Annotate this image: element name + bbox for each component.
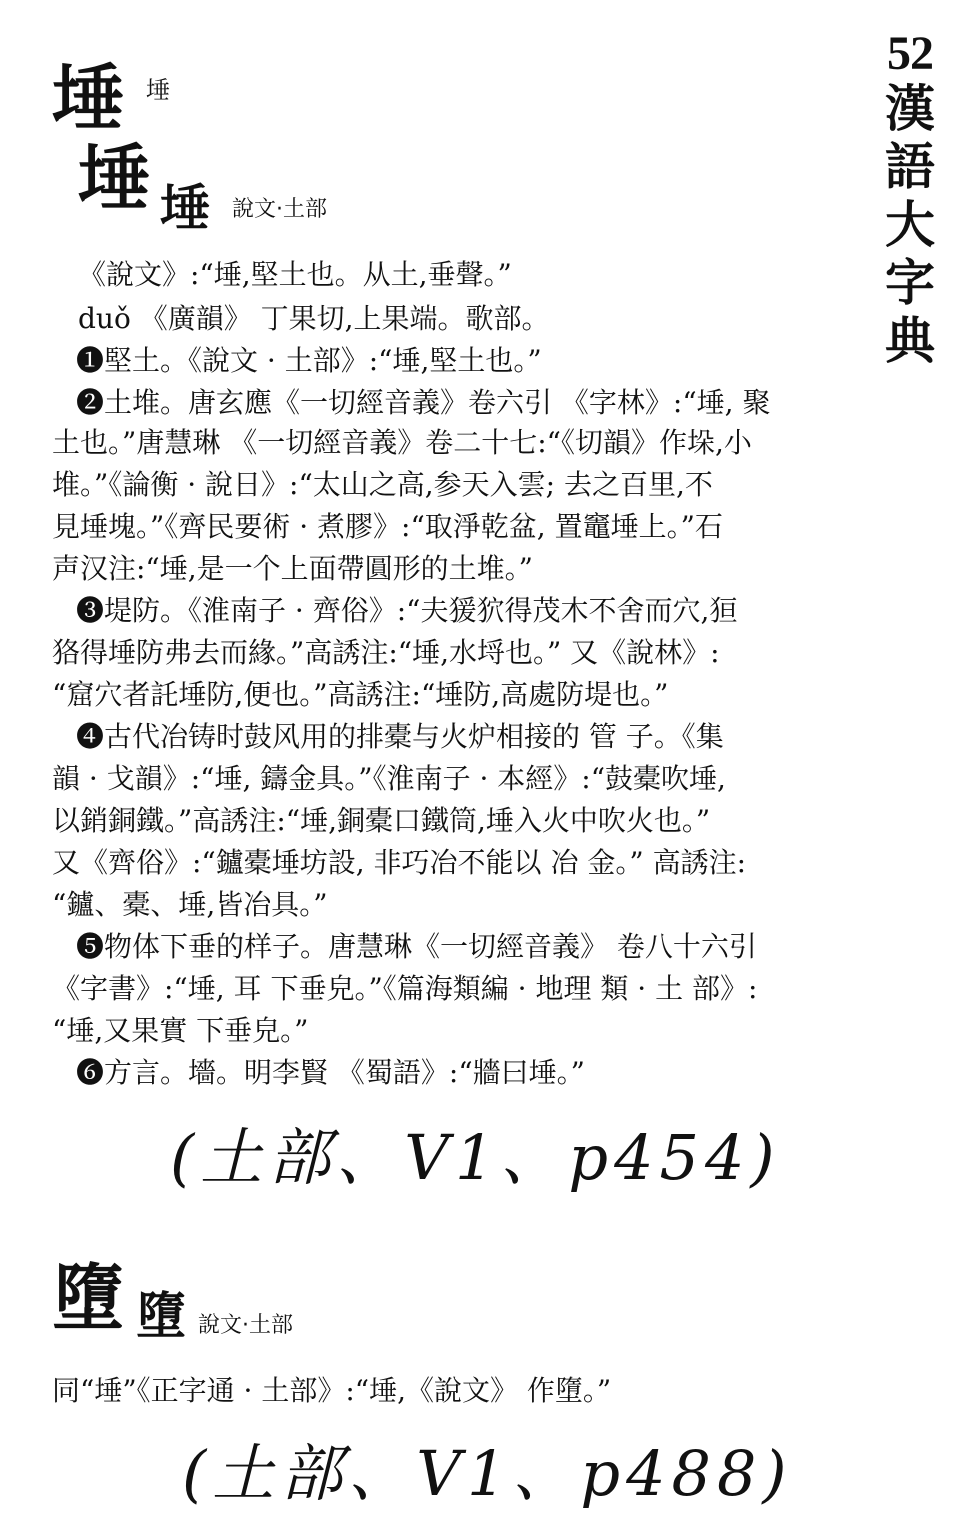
headword-entry2: 墮 xyxy=(52,1255,125,1340)
text-line: ❶堅土。《說文 · 土部》:“埵,堅土也。” xyxy=(76,344,542,377)
seal-script-glyph: 埵 xyxy=(160,178,210,237)
text-line: “埵,又果實 下垂皃。” xyxy=(52,1014,309,1047)
title-char: 語 xyxy=(885,137,935,196)
book-title-sidebar xyxy=(880,28,940,370)
text-line: 《說文》:“埵,堅土也。从土,垂聲。” xyxy=(78,258,512,291)
headword-small-form: 埵 xyxy=(146,76,170,104)
text-line: 声汉注:“埵,是一个上面帶圓形的土堆。” xyxy=(52,552,533,585)
headword-variant: 埵 xyxy=(52,55,125,140)
text-line: 土也。”唐慧琳 《一切經音義》卷二十七:“《切韻》作垛,小 xyxy=(52,426,752,459)
text-line: ❹古代冶铸时鼓风用的排橐与火炉相接的 管 子。《集 xyxy=(76,720,724,753)
seal-source-label: 說文·土部 xyxy=(232,197,327,222)
seal-source-label: 說文·土部 xyxy=(198,1313,293,1338)
handwritten-note: (土部、V1、p488) xyxy=(182,1437,793,1510)
text-line: 又《齊俗》:“鑪橐埵坊設, 非巧冶不能以 冶 金。” 高誘注: xyxy=(52,846,747,879)
text-line: 《字書》:“埵, 耳 下垂皃。”《篇海類編 · 地理 類 · 土 部》: xyxy=(52,972,758,1005)
headword-main: 埵 xyxy=(78,135,151,220)
text-line: “鑪、橐、埵,皆冶具。” xyxy=(52,888,328,921)
title-char: 典 xyxy=(885,311,935,370)
text-line: 狢得埵防弗去而緣。”高誘注:“埵,水埒也。” 又《說林》: xyxy=(52,636,720,669)
page-number: 52 xyxy=(887,27,933,80)
text-line: 見埵塊。”《齊民要術 · 煮膠》:“取淨乾盆, 置竈埵上。”石 xyxy=(52,510,723,543)
text-line: “窟穴者託埵防,便也。”高誘注:“埵防,高處防堤也。” xyxy=(52,678,669,711)
text-line: duǒ 《廣韻》 丁果切,上果端。歌部。 xyxy=(78,302,550,335)
text-line: 同“埵”《正字通 · 土部》:“埵,《說文》 作墮。” xyxy=(52,1374,612,1407)
title-char: 字 xyxy=(885,253,935,312)
text-line: 韻 · 戈韻》:“埵, 鑄金具。”《淮南子 · 本經》:“鼓橐吹埵, xyxy=(52,762,726,795)
text-line: 以銷銅鐵。”高誘注:“埵,銅橐口鐵筒,埵入火中吹火也。” xyxy=(52,804,711,837)
text-line: 堆。”《論衡 · 說日》:“太山之高,参天入雲; 去之百里,不 xyxy=(52,468,713,501)
text-line: ❻方言。墻。明李賢 《蜀語》:“牆曰埵。” xyxy=(76,1056,585,1089)
text-line: ❸堤防。《淮南子 · 齊俗》:“夫猨狖得茂木不舍而穴,狟 xyxy=(76,594,738,627)
seal-script-glyph: 墮 xyxy=(136,1286,186,1345)
title-char: 大 xyxy=(885,195,935,254)
handwritten-note: (土部、V1、p454) xyxy=(170,1121,781,1194)
text-line: ❺物体下垂的样子。唐慧琳《一切經音義》 卷八十六引 xyxy=(76,930,757,963)
title-char: 漢 xyxy=(885,79,935,138)
text-line: ❷土堆。唐玄應《一切經音義》卷六引 《字林》:“埵, 聚 xyxy=(76,386,771,419)
